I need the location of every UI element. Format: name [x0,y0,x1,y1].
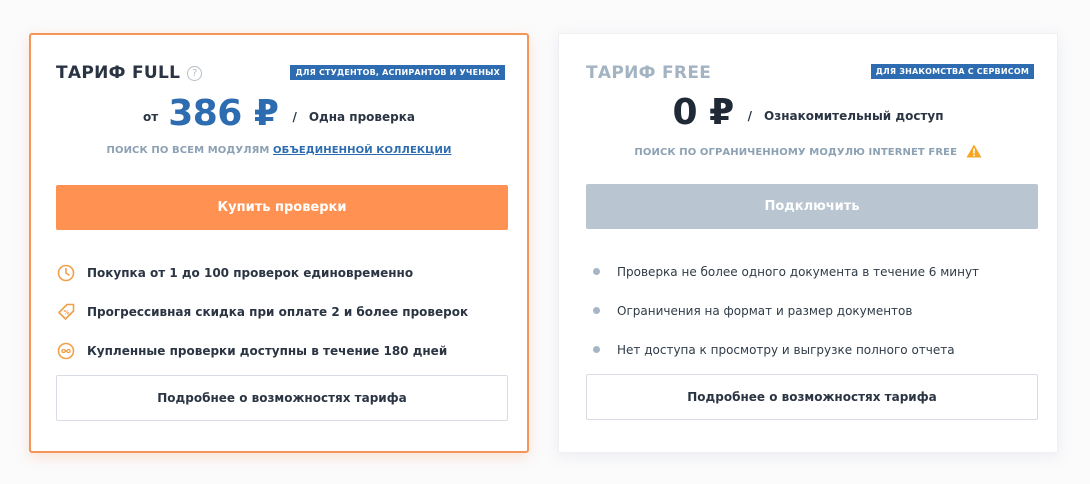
tariff-card-full [29,33,529,453]
price-separator: / [747,108,753,123]
price-prefix: от [143,109,159,124]
search-scope [31,145,527,156]
feature-text: Проверка не более одного документа в течение 6 минут [617,264,980,279]
feature-text: Прогрессивная скидка при оплате 2 и более проверок [87,304,469,319]
price-description: Одна проверка [308,109,415,124]
buy-checks-button[interactable]: Купить проверки [56,185,508,230]
price-row [559,92,1057,133]
feature-text: Купленные проверки доступны в течение 180 дней [87,343,448,358]
audience-badge: ДЛЯ ЗНАКОМСТВА С СЕРВИСОМ [871,64,1034,79]
connect-button[interactable]: Подключить [586,184,1038,229]
feature-text: Ограничения на формат и размер документов [617,303,913,318]
feature-item [589,330,979,369]
price-row [31,93,527,134]
search-scope-text: ПОИСК ПО ОГРАНИЧЕННОМУ МОДУЛЮ INTERNET FREE [634,147,957,158]
feature-item [56,292,468,331]
price-value: 386 ₽ [168,93,279,134]
feature-item [56,253,468,292]
question-circle-icon[interactable]: ? [187,66,202,81]
svg-text:%: % [63,309,70,316]
bullet-dot-icon [593,307,600,314]
feature-text: Нет доступа к просмотру и выгрузке полного отчета [617,342,955,357]
search-scope-text: ПОИСК ПО ВСЕМ МОДУЛЯМ [106,145,270,156]
feature-item [56,331,468,370]
tariff-card-free [558,33,1058,453]
clock-icon [56,263,76,283]
discount-tag-icon [56,302,76,322]
price-separator: / [292,109,297,124]
price-description: Ознакомительный доступ [764,108,944,123]
bullet-dot-icon [593,346,600,353]
tariff-title-text: ТАРИФ FULL [56,63,181,83]
tariff-title [56,63,202,83]
tariff-title-text: ТАРИФ FREE [586,63,712,83]
price-value: 0 ₽ [672,92,734,133]
feature-list [56,253,468,370]
collection-link[interactable]: ОБЪЕДИНЕННОЙ КОЛЛЕКЦИИ [273,145,452,156]
feature-item [589,252,979,291]
feature-text: Покупка от 1 до 100 проверок единовременно [87,265,414,280]
tariff-title [586,63,711,83]
tariff-details-button[interactable]: Подробнее о возможностях тарифа [586,374,1038,420]
bullet-dot-icon [593,268,600,275]
tariff-details-button[interactable]: Подробнее о возможностях тарифа [56,375,508,421]
audience-badge: ДЛЯ СТУДЕНТОВ, АСПИРАНТОВ И УЧЕНЫХ [290,65,505,80]
search-scope [559,144,1057,161]
warning-triangle-icon [966,144,982,161]
infinity-icon [56,341,76,361]
feature-item [589,291,979,330]
feature-list [589,252,979,369]
